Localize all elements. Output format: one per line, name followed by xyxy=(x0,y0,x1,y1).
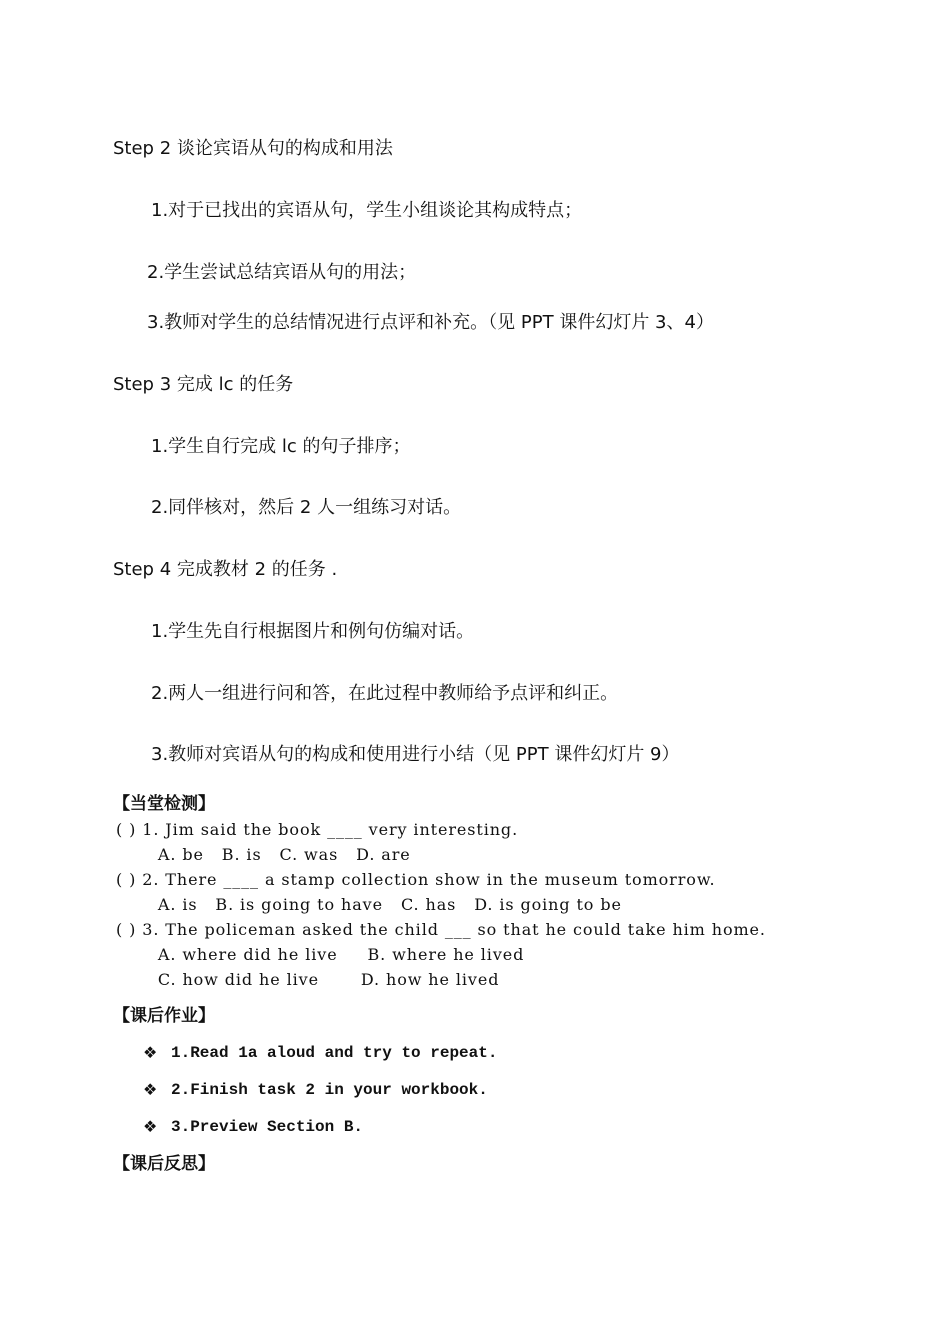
quiz-line: A. where did he live B. where he lived xyxy=(116,945,525,964)
step-2-item-2: 2.学生尝试总结宾语从句的用法； xyxy=(147,262,417,283)
homework-item-3: 3.Preview Section B. xyxy=(171,1118,364,1136)
step-4-item-2: 2.两人一组进行问和答，在此过程中教师给予点评和纠正。 xyxy=(151,683,619,704)
quiz-line: A. is B. is going to have C. has D. is going to be xyxy=(116,895,622,914)
step-4-item-3: 3.教师对宾语从句的构成和使用进行小结（见 PPT 课件幻灯片 9） xyxy=(151,744,680,765)
step-3-item-1: 1.学生自行完成 lc 的句子排序； xyxy=(151,436,411,457)
step-4-item-1: 1.学生先自行根据图片和例句仿编对话。 xyxy=(151,621,475,642)
step-2-title: Step 2 谈论宾语从句的构成和用法 xyxy=(113,138,393,159)
bullet-icon: ❖ xyxy=(143,1117,158,1136)
reflection-heading: 【课后反思】 xyxy=(113,1154,215,1174)
homework-heading: 【课后作业】 xyxy=(113,1006,215,1026)
quiz-heading: 【当堂检测】 xyxy=(113,794,215,814)
step-3-item-2: 2.同伴核对，然后 2 人一组练习对话。 xyxy=(151,497,462,518)
bullet-icon: ❖ xyxy=(143,1043,158,1062)
quiz-line: ( ) 2. There ____ a stamp collection show in the museum tomorrow. xyxy=(116,870,716,889)
step-3-title: Step 3 完成 lc 的任务 xyxy=(113,374,294,395)
bullet-icon: ❖ xyxy=(143,1080,158,1099)
homework-item-2: 2.Finish task 2 in your workbook. xyxy=(171,1081,488,1099)
quiz-line: A. be B. is C. was D. are xyxy=(116,845,411,864)
step-2-item-3: 3.教师对学生的总结情况进行点评和补充。（见 PPT 课件幻灯片 3、4） xyxy=(147,312,714,333)
step-2-item-1: 1.对于已找出的宾语从句，学生小组谈论其构成特点； xyxy=(151,200,583,221)
quiz-line: C. how did he live D. how he lived xyxy=(116,970,500,989)
quiz-line: ( ) 3. The policeman asked the child ___ so that he could take him home. xyxy=(116,920,766,939)
step-4-title: Step 4 完成教材 2 的任务 . xyxy=(113,559,338,580)
quiz-line: ( ) 1. Jim said the book ____ very interesting. xyxy=(116,820,519,839)
homework-item-1: 1.Read 1a aloud and try to repeat. xyxy=(171,1044,498,1062)
